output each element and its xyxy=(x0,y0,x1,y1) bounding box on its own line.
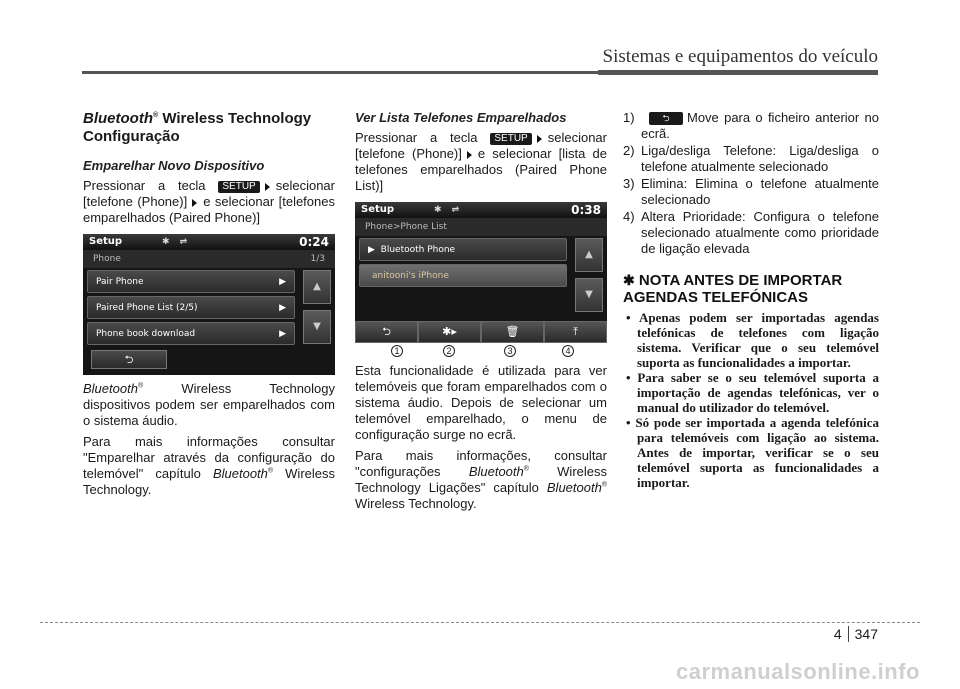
scroll-down-button[interactable] xyxy=(303,310,331,344)
setup-key: SETUP xyxy=(218,181,259,193)
paragraph-text: Wireless Technology. xyxy=(83,466,335,497)
reg-mark: ® xyxy=(137,382,144,390)
arrow-right-icon xyxy=(192,199,197,207)
back-button[interactable] xyxy=(91,350,167,369)
phone-list-screen xyxy=(355,202,607,343)
list-item xyxy=(623,310,879,370)
chevron-right-icon: ▶ xyxy=(279,302,286,313)
brand-text: Bluetooth xyxy=(83,381,138,396)
list-item-text: Bluetooth Phone xyxy=(380,244,456,255)
bullet-icon: • xyxy=(626,415,631,430)
callout-row xyxy=(355,345,607,357)
header-rule xyxy=(82,71,878,74)
screen-title: Setup xyxy=(361,204,395,215)
paragraph-text: Wireless Technology. xyxy=(355,496,477,511)
instruction-text-b: selecionar [telefone (Phone)] xyxy=(355,130,607,161)
brand-text: Bluetooth xyxy=(212,466,268,481)
menu-item-label: Phone book download xyxy=(96,328,196,339)
page-number-value: 347 xyxy=(854,626,878,642)
chevron-right-icon: ▶ xyxy=(279,328,286,339)
scroll-up-button[interactable] xyxy=(575,238,603,272)
reg-mark: ® xyxy=(601,481,607,489)
screen-subtitle-bar xyxy=(83,250,335,268)
paragraph-text: Wireless Technology Ligações" capítulo xyxy=(355,464,608,495)
screen-status-bar xyxy=(83,234,335,250)
menu-item-pair-phone[interactable] xyxy=(87,270,295,293)
paragraph-text: Para mais informações consultar "Emparelhar através da configuração do telemóvel" capítulo xyxy=(83,434,335,481)
priority-button[interactable] xyxy=(544,321,607,343)
step-number: 1) xyxy=(623,110,635,125)
screen-page: 1/3 xyxy=(310,254,325,264)
screen-action-bar xyxy=(355,321,607,343)
list-item xyxy=(623,143,879,175)
menu-item-label: Pair Phone xyxy=(96,276,144,287)
screen-time: 0:24 xyxy=(299,235,329,249)
screen-subtitle: Phone>Phone List xyxy=(365,222,447,232)
screen-time: 0:38 xyxy=(571,203,601,217)
bluetooth-icon: ✱▸ xyxy=(442,325,457,338)
step-number: 4) xyxy=(623,209,635,224)
screen-title: Setup xyxy=(89,236,123,247)
step-text: Elimina: Elimina o telefone atualmente selecionado xyxy=(641,176,879,207)
setup-key: SETUP xyxy=(490,133,531,145)
arrow-right-icon xyxy=(265,183,270,191)
callout-number: 1 xyxy=(391,345,403,357)
footer-rule xyxy=(40,622,920,623)
heading-reg: ® xyxy=(152,112,159,119)
reg-mark: ® xyxy=(267,467,274,475)
page-divider xyxy=(848,626,849,642)
note-list xyxy=(623,310,879,490)
note-text: Só pode ser importada a agenda telefónica para telemóveis com ligação ao sistema. Antes de importar, verificar se o seu telemóvel suporta as funcionalidades a importar. xyxy=(635,415,879,490)
bullet-icon: • xyxy=(626,370,631,385)
step-number: 3) xyxy=(623,176,635,191)
paragraph-text: Para mais informações, consultar "configurações xyxy=(355,448,607,479)
paragraph-function: Esta funcionalidade é utilizada para ver telemóveis que foram emparelhados com o sistema áudio. Depois de selecionar um telemóvel emparelhado, o menu de configuração surge no ecrã. xyxy=(355,363,607,442)
back-key-icon: ⮌ xyxy=(649,112,683,125)
list-item xyxy=(623,176,879,208)
delete-button[interactable] xyxy=(481,321,544,343)
brand-text: Bluetooth xyxy=(546,480,602,495)
paragraph-more-info xyxy=(83,434,335,498)
column-3 xyxy=(623,110,879,490)
callout-number: 3 xyxy=(504,345,516,357)
callout-number: 2 xyxy=(443,345,455,357)
bluetooth-usb-icon: ✱⇌ xyxy=(434,205,470,215)
bluetooth-usb-icon: ✱⇌ xyxy=(162,237,198,247)
chevron-right-icon: ▶ xyxy=(368,244,375,255)
list-item-bluetooth-phone[interactable] xyxy=(359,238,567,261)
note-text: Para saber se o seu telemóvel suporta a importação de agendas telefónicas, ver o manual do utilizador do telemóvel. xyxy=(637,370,879,415)
setup-phone-screen xyxy=(83,234,335,375)
chevron-right-icon: ▶ xyxy=(279,276,286,287)
list-item xyxy=(623,209,879,257)
asterisk-icon: ✱ xyxy=(623,272,635,288)
instruction-text-c: e selecionar [telefones emparelhados (Paired Phone)] xyxy=(83,194,335,225)
instruction-text-c: e selecionar [lista de telefones emparelhados (Paired Phone List)] xyxy=(355,146,607,193)
bluetooth-toggle-button[interactable] xyxy=(418,321,481,343)
note-heading xyxy=(623,272,879,306)
column-2 xyxy=(355,110,607,517)
list-item xyxy=(623,370,879,415)
instruction-list xyxy=(355,130,607,194)
reg-mark: ® xyxy=(523,465,529,473)
back-button[interactable] xyxy=(355,321,418,343)
heading-rest: Wireless Technology Configuração xyxy=(83,110,312,145)
paragraph-text: Wireless Technology dispositivos podem ser emparelhados com o sistema áudio. xyxy=(83,381,335,428)
list-item xyxy=(623,415,879,490)
instruction-text-a: Pressionar a tecla xyxy=(83,178,206,193)
chapter-number: 4 xyxy=(833,626,842,642)
list-item-iphone[interactable] xyxy=(359,264,567,287)
instruction-pair xyxy=(83,178,335,226)
paragraph-more-info xyxy=(355,448,607,512)
header-title: Sistemas e equipamentos do veículo xyxy=(602,46,878,67)
sub-heading-pair: Emparelhar Novo Dispositivo xyxy=(83,158,265,173)
page-number xyxy=(834,626,878,642)
list-item-label xyxy=(368,242,455,258)
triangle-down-icon: ▼ xyxy=(313,321,321,332)
note-title-text: NOTA ANTES DE IMPORTAR AGENDAS TELEFÓNICAS xyxy=(623,272,843,306)
triangle-down-icon: ▼ xyxy=(585,289,593,300)
menu-item-paired-phone-list[interactable] xyxy=(87,296,295,319)
heading-brand: Bluetooth xyxy=(83,110,153,127)
list-item-text: anitooni's iPhone xyxy=(372,270,449,281)
step-description: Move para o ficheiro anterior no ecrã. xyxy=(641,110,879,141)
bullet-icon: • xyxy=(626,310,631,325)
arrow-right-icon xyxy=(467,151,472,159)
back-arrow-icon: ⮌ xyxy=(124,352,134,366)
instruction-text-a: Pressionar a tecla xyxy=(355,130,478,145)
paragraph-devices xyxy=(83,381,335,429)
callout-number: 4 xyxy=(562,345,574,357)
triangle-up-icon: ▲ xyxy=(313,281,321,292)
watermark: carmanualsonline.info xyxy=(676,659,920,684)
back-arrow-icon: ⮌ xyxy=(382,325,391,338)
sub-heading-list: Ver Lista Telefones Emparelhados xyxy=(355,110,567,125)
screen-subtitle: Phone xyxy=(93,254,121,264)
priority-up-icon: ⤒ xyxy=(573,325,578,338)
scroll-up-button[interactable] xyxy=(303,270,331,304)
arrow-right-icon xyxy=(537,135,542,143)
menu-item-phone-book-download[interactable] xyxy=(87,322,295,345)
trash-icon: 🗑 xyxy=(505,325,520,338)
step-text: Altera Prioridade: Configura o telefone selecionado atualmente como prioridade de ligação elevada xyxy=(641,209,879,256)
step-text xyxy=(641,110,879,142)
instruction-text-b: selecionar [telefone (Phone)] xyxy=(83,178,335,209)
list-item xyxy=(623,110,879,142)
step-number: 2) xyxy=(623,143,635,158)
screen-subtitle-bar xyxy=(355,218,607,236)
scroll-down-button[interactable] xyxy=(575,278,603,312)
function-list xyxy=(623,110,879,257)
column-1 xyxy=(83,110,335,503)
note-text: Apenas podem ser importadas agendas telefónicas de telefones com ligação sistema. Verificar que o seu telemóvel suporta as funcionalidades a importar. xyxy=(637,310,879,370)
triangle-up-icon: ▲ xyxy=(585,249,593,260)
brand-text: Bluetooth xyxy=(468,464,524,479)
section-heading xyxy=(83,110,335,146)
menu-item-label: Paired Phone List (2/5) xyxy=(96,302,198,313)
screen-status-bar xyxy=(355,202,607,218)
step-text: Liga/desliga Telefone: Liga/desliga o telefone atualmente selecionado xyxy=(641,143,879,174)
